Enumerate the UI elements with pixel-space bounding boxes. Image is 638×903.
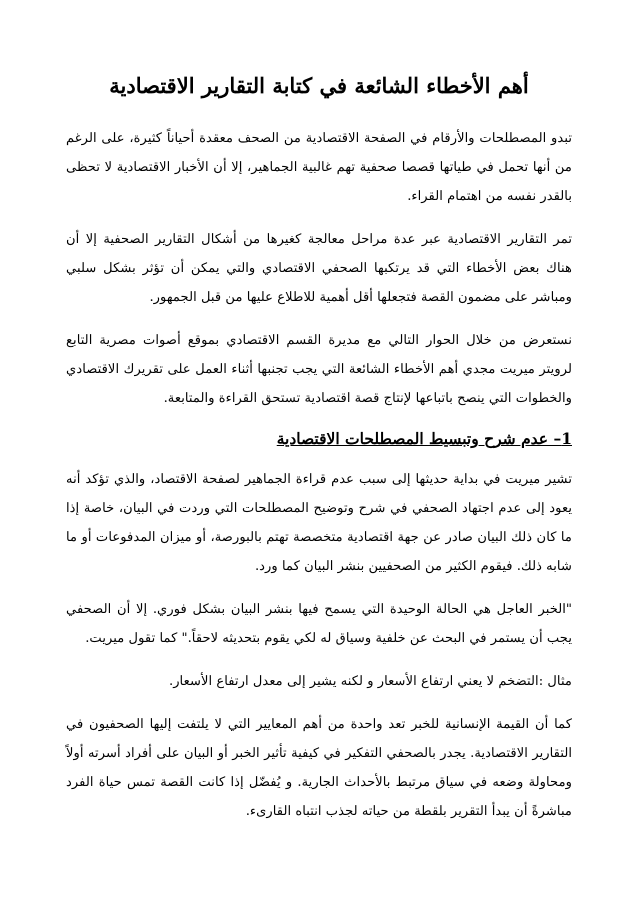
intro-paragraph: نستعرض من خلال الحوار التالي مع مديرة القسم الاقتصادي بموقع أصوات مصرية التابع لرويتر ميريت مجدي أهم الأخطاء الشائعة التي يجب تجنبها أثناء العمل على تقريرك الاقتصادي والخطوات التي ينصح باتباعها لإنتاج قصة اقتصادية تستحق القراءة والمتابعة. [66, 333, 572, 407]
example-paragraph: مثال :التضخم لا يعني ارتفاع الأسعار و لكنه يشير إلى معدل ارتفاع الأسعار. [169, 673, 572, 689]
intro-paragraph: تمر التقارير الاقتصادية عبر عدة مراحل معالجة كغيرها من أشكال التقارير الصحفية إلا أن هناك بعض الأخطاء التي قد يرتكبها الصحفي الاقتصادي والتي يمكن أن تؤثر بشكل سلبي ومباشر على مضمون القصة فتجعلها أقل أهمية للاطلاع عليها من قبل الجمهور. [66, 232, 572, 306]
quote-paragraph: "الخبر العاجل هي الحالة الوحيدة التي يسمح فيها بنشر البيان بشكل فوري. إلا أن الصحفي يجب أن يستمر في البحث عن خلفية وسياق له لكي يقوم بتحديثه لاحقاً." كما تقول ميريت. [66, 601, 572, 646]
section-paragraph: كما أن القيمة الإنسانية للخبر تعد واحدة من أهم المعايير التي لا يلتفت إليها الصحفيون في التقارير الاقتصادية. يجدر بالصحفي التفكير في كيفية تأثير الخبر أو البيان على أفراد أسرته أولاً ومحاولة وضعه في سياق مرتبط بالأحداث الجارية. و يُفضّل إذا كانت القصة تمس حياة الفرد مباشرةً أن يبدأ التقرير بلقطة من حياته لجذب انتباه القارىء. [66, 716, 572, 819]
section-heading: 1– عدم شرح وتبسيط المصطلحات الاقتصادية [276, 429, 572, 449]
document-title: أهم الأخطاء الشائعة في كتابة التقارير الاقتصادية [109, 73, 529, 98]
intro-paragraph: تبدو المصطلحات والأرقام في الصفحة الاقتصادية من الصحف معقدة أحياناً كثيرة، على الرغم من أنها تحمل في طياتها قصصا صحفية تهم غالبية الجماهير، إلا أن الأخبار الاقتصادية لا تحظى بالقدر نفسه من اهتمام القراء. [66, 131, 572, 205]
section-paragraph: تشير ميريت في بداية حديثها إلى سبب عدم قراءة الجماهير لصفحة الاقتصاد، والذي تؤكد أنه يعود إلى عدم اجتهاد الصحفي في شرح وتوضيح المصطلحات التي وردت في البيان، خاصة إذا ما كان ذلك البيان صادر عن جهة اقتصادية متخصصة تهتم بالبورصة، أو ميزان المدفوعات أو ما شابه ذلك. فيقوم الكثير من الصحفيين بنشر البيان كما ورد. [66, 471, 572, 574]
